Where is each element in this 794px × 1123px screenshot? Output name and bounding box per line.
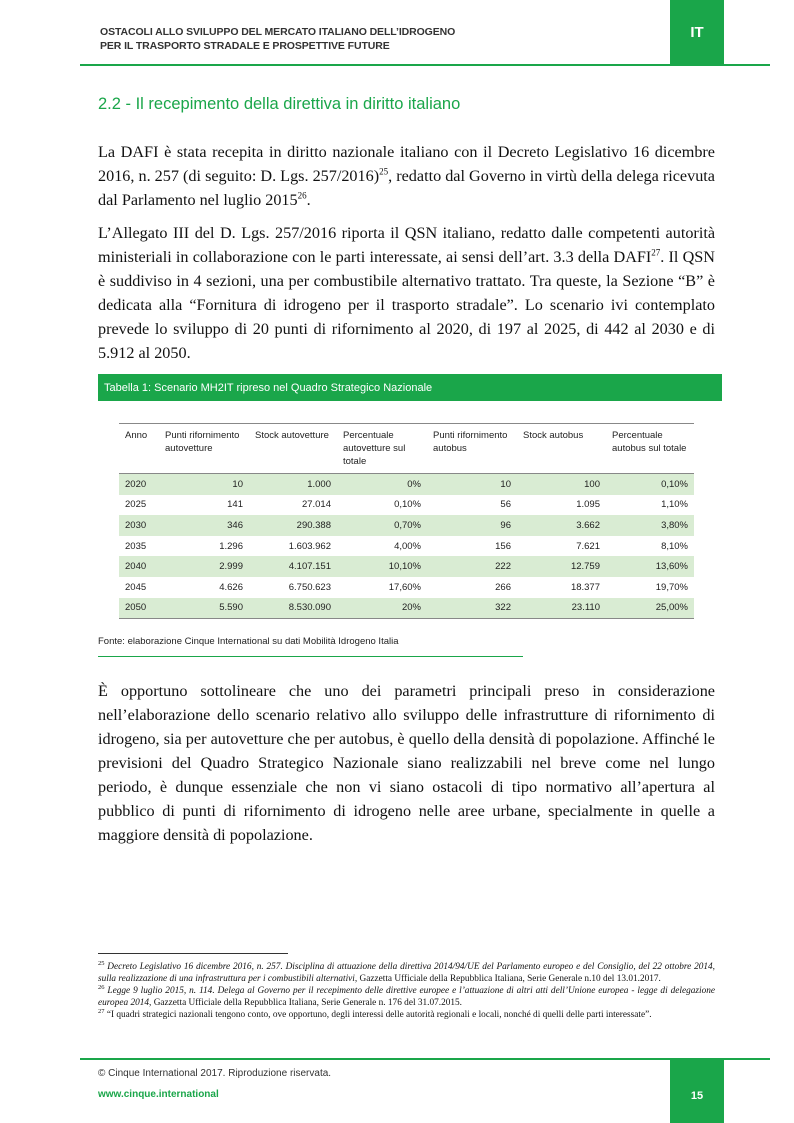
header-punti-autovetture: Punti rifornimento autovetture <box>159 424 249 474</box>
table-cell: 6.750.623 <box>288 581 331 593</box>
language-badge: IT <box>670 0 724 64</box>
table-cell: 4.107.151 <box>249 556 337 577</box>
table-cell: 266 <box>495 581 511 593</box>
footnote-ref-25[interactable]: 25 <box>379 166 389 177</box>
table-row <box>119 536 694 557</box>
paragraph-1-text-a: La DAFI è stata recepita in diritto nazionale italiano con il Decreto Legislativo 16 dicembre 2016, n. 257 (di seguito: D. Lgs. 257/2016) <box>98 143 715 185</box>
table-cell: 5.590 <box>159 598 249 619</box>
table-cell: 19,70% <box>655 581 688 593</box>
footnote-number: 26 <box>98 984 105 992</box>
table-cell: 7.621 <box>576 540 600 552</box>
table-cell: 4.626 <box>219 581 243 593</box>
footnote-ref-27[interactable]: 27 <box>651 247 661 258</box>
scenario-table <box>119 423 694 619</box>
footnote-divider <box>98 953 288 954</box>
paragraph-allegato-qsn <box>98 221 715 365</box>
footer-website-link[interactable]: www.cinque.international <box>98 1089 219 1100</box>
header-percentuale-autobus: Percentuale autobus sul totale <box>606 424 694 474</box>
table-cell: 2050 <box>119 598 159 619</box>
table-cell: 0,70% <box>337 515 427 536</box>
table-cell: 222 <box>427 556 517 577</box>
header-punti-autobus: Punti rifornimento autobus <box>427 424 517 474</box>
footnote-italic: Legge 9 luglio 2015, n. 114. Delega al Governo per il recepimento delle direttive europee e l’attuazione di altri atti dell’Unione europea - legge di delegazione europea 2014, <box>98 986 715 1009</box>
table-cell: 1.603.962 <box>288 540 331 552</box>
footnote-text: “I quadri strategici nazionali tengono conto, ove opportuno, degli interessi delle autorità regionali e locali, nonché di quelli delle parti interessate”. <box>104 1010 652 1021</box>
table-cell: 27.014 <box>301 499 331 511</box>
table-cell: 18.377 <box>570 581 600 593</box>
table-cell: 4,00% <box>394 540 421 552</box>
page-number-badge: 15 <box>670 1060 724 1123</box>
table-cell: 13,60% <box>606 556 694 577</box>
table-cell: 290.388 <box>249 515 337 536</box>
table-cell: 56 <box>500 499 511 511</box>
header-stock-autobus: Stock autobus <box>517 424 606 474</box>
table-row <box>119 495 694 516</box>
header-divider <box>80 64 770 66</box>
footnote-25 <box>98 961 715 985</box>
table-cell: 3,80% <box>606 515 694 536</box>
header-title-line-2: PER IL TRASPORTO STRADALE E PROSPETTIVE FUTURE <box>100 40 390 52</box>
table-cell: 2040 <box>119 556 159 577</box>
table-cell: 100 <box>517 474 606 495</box>
table-cell: 8.530.090 <box>249 598 337 619</box>
footnotes <box>98 961 715 1021</box>
paragraph-densita-popolazione: È opportuno sottolineare che uno dei parametri principali preso in considerazione nell’elaborazione dello scenario relativo allo sviluppo delle infrastrutture di rifornimento di idrogeno, sia per autovetture che per autobus, è quello della densità di popolazione. Affinché le previsioni del Quadro Strategico Nazionale siano realizzabili nel breve come nel lungo periodo, è dunque essenziale che non vi siano ostacoli di tipo normativo all’apertura al pubblico di punti di rifornimento di idrogeno nelle aree urbane, specialmente in quelle a maggiore densità di popolazione. <box>98 682 715 844</box>
table-source: Fonte: elaborazione Cinque International su dati Mobilità Idrogeno Italia <box>98 636 399 647</box>
table-cell: 322 <box>427 598 517 619</box>
paragraph-2-text-b: . Il QSN è suddiviso in 4 sezioni, una per combustibile alternativo trattato. Tra queste, la Sezione “B” è dedicata alla “Fornitura di idrogeno per il trasporto stradale”. Lo scenario ivi contemplato prevede lo sviluppo di 20 punti di rifornimento al 2020, di 197 al 2025, di 442 al 2030 e di 5.912 al 2050. <box>98 248 715 362</box>
table-caption: Tabella 1: Scenario MH2IT ripreso nel Quadro Strategico Nazionale <box>98 374 722 401</box>
table-cell: 12.759 <box>517 556 606 577</box>
table-row <box>119 577 694 598</box>
table-cell: 2035 <box>125 540 147 552</box>
table-cell: 1,10% <box>661 499 688 511</box>
footnote-italic: Decreto Legislativo 16 dicembre 2016, n. 257. Disciplina di attuazione della direttiva 2014/94/UE del Parlamento europeo e del Consiglio, del 22 ottobre 2014, sulla realizzazione di una infrastruttura per i combustibili alternativi, <box>98 962 715 985</box>
table-cell: 0,10% <box>394 499 421 511</box>
paragraph-dafi-recepimento <box>98 140 715 212</box>
table-row <box>119 515 694 536</box>
footnote-number: 27 <box>98 1008 105 1016</box>
footnote-text: Gazzetta Ufficiale della Repubblica Italiana, Serie Generale n.10 del 13.01.2017. <box>357 974 661 985</box>
table-cell: 0% <box>337 474 427 495</box>
table-cell: 17,60% <box>388 581 421 593</box>
footnote-26 <box>98 985 715 1009</box>
paragraph-2-text-a: L’Allegato III del D. Lgs. 257/2016 riporta il QSN italiano, redatto dalle competenti autorità ministeriali in collaborazione con le parti interessate, ai sensi dell’art. 3.3 della DAFI <box>98 224 715 266</box>
table-cell: 2045 <box>125 581 147 593</box>
header-anno: Anno <box>119 424 159 474</box>
table-cell: 20% <box>337 598 427 619</box>
table-cell: 8,10% <box>661 540 688 552</box>
footer-divider <box>80 1058 770 1060</box>
table-cell: 2020 <box>119 474 159 495</box>
table-cell: 346 <box>159 515 249 536</box>
table-cell: 2025 <box>125 499 147 511</box>
table-cell: 1.000 <box>249 474 337 495</box>
table-cell: 141 <box>227 499 243 511</box>
footnote-ref-26[interactable]: 26 <box>297 190 307 201</box>
table-cell: 10,10% <box>337 556 427 577</box>
table-cell: 1.296 <box>219 540 243 552</box>
table-cell: 0,10% <box>606 474 694 495</box>
paragraph-1-text-b: , redatto dal Governo in virtù della delega ricevuta dal Parlamento nel luglio 2015 <box>98 167 715 209</box>
section-title: 2.2 - Il recepimento della direttiva in diritto italiano <box>98 95 461 113</box>
table-cell: 2030 <box>119 515 159 536</box>
table-row <box>119 474 694 495</box>
table-cell: 2.999 <box>159 556 249 577</box>
source-divider <box>98 656 523 657</box>
footnote-number: 25 <box>98 959 105 967</box>
table-row <box>119 556 694 577</box>
table-row <box>119 598 694 619</box>
footnote-text: Gazzetta Ufficiale della Repubblica Italiana, Serie Generale n. 176 del 31.07.2015. <box>151 998 463 1009</box>
header-title-line-1: OSTACOLI ALLO SVILUPPO DEL MERCATO ITALIANO DELL’IDROGENO <box>100 26 456 38</box>
table-cell: 156 <box>495 540 511 552</box>
table-cell: 10 <box>159 474 249 495</box>
footer-copyright: © Cinque International 2017. Riproduzione riservata. <box>98 1068 332 1079</box>
header-stock-autovetture: Stock autovetture <box>249 424 337 474</box>
table-header-row <box>119 424 694 474</box>
paragraph-1-text-c: . <box>306 191 311 209</box>
table-cell: 25,00% <box>606 598 694 619</box>
table-cell: 3.662 <box>517 515 606 536</box>
table-cell: 23.110 <box>517 598 606 619</box>
header-percentuale-autovetture: Percentuale autovetture sul totale <box>337 424 427 474</box>
footnote-27 <box>98 1009 715 1021</box>
table-cell: 10 <box>427 474 517 495</box>
table-cell: 1.095 <box>576 499 600 511</box>
table-cell: 96 <box>427 515 517 536</box>
document-header-title <box>100 25 455 53</box>
